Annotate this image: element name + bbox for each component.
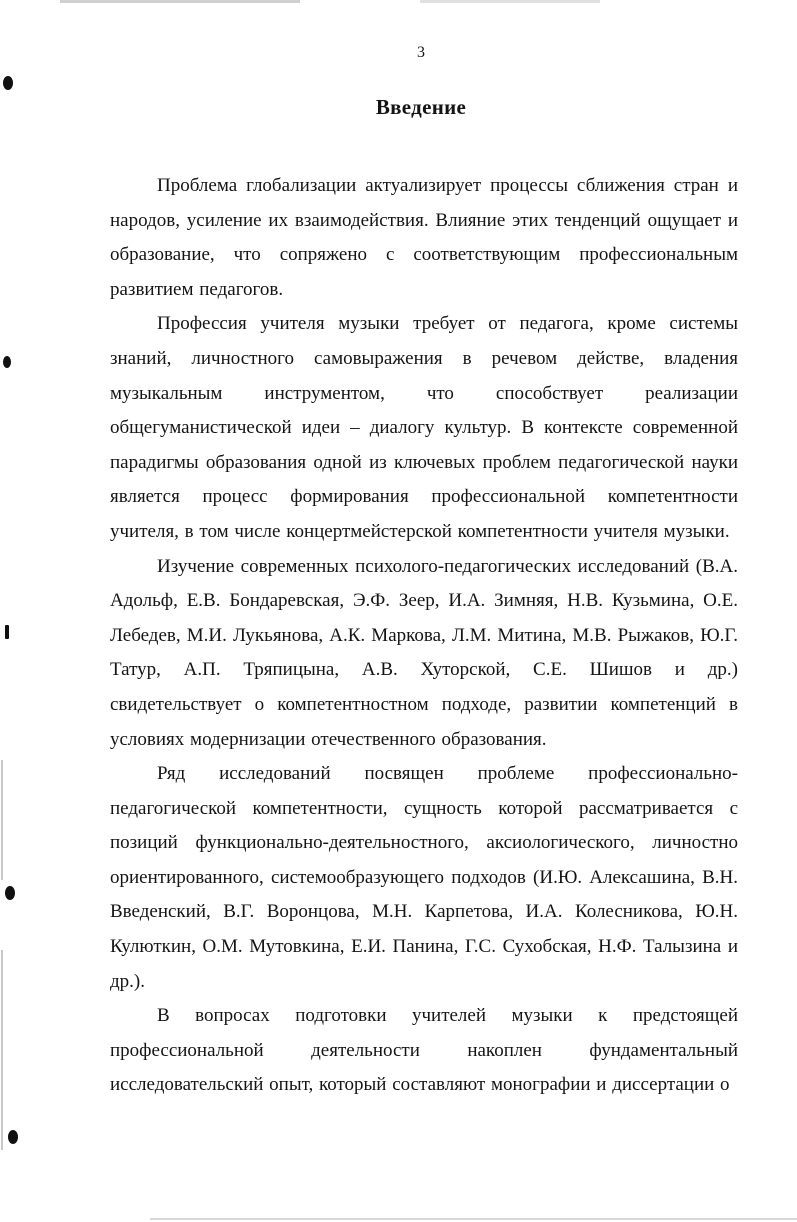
binding-hole-mark: [3, 76, 13, 90]
page-title: Введение: [375, 95, 467, 119]
scan-edge-top: [0, 0, 797, 3]
paragraph: В вопросах подготовки учителей музыки к предстоящей профессиональной деятельности накоплен фундаментальный исследовательский опыт, который составляют монографии и диссертации о: [110, 1005, 738, 1096]
page-number: 3: [417, 44, 425, 61]
scan-margin-mark: [1, 760, 3, 880]
binding-hole-mark: [3, 356, 11, 368]
body-text: [110, 169, 738, 1103]
binding-hole-mark: [5, 625, 9, 639]
paragraph: Изучение современных психолого-педагогических исследований (В.А. Адольф, Е.В. Бондаревская, Э.Ф. Зеер, И.А. Зимняя, Н.В. Кузьмина, О.Е. Лебедев, М.И. Лукьянова, А.К. Маркова, Л.М. Митина, М.В. Рыжаков, Ю.Г. Татур, А.П. Тряпицына, А.В. Хуторской, С.Е. Шишов и др.) свидетельствует о компетентностном подходе, развитии компетенций в условиях модернизации отечественного образования.: [110, 555, 738, 750]
scan-edge-bottom: [150, 1218, 797, 1220]
paragraph: Проблема глобализации актуализирует процессы сближения стран и народов, усиление их взаимодействия. Влияние этих тенденций ощущает и образование, что сопряжено с соответствующим профессиональным развитием педагогов.: [110, 175, 738, 300]
binding-hole-mark: [8, 1130, 18, 1144]
paragraph: Профессия учителя музыки требует от педагога, кроме системы знаний, личностного самовыражения в речевом действе, владения музыкальным инструментом, что способствует реализации общегуманистической идеи – диалогу культур. В контексте современной парадигмы образования одной из ключевых проблем педагогической науки является процесс формирования профессиональной компетентности учителя, в том числе концертмейстерской компетентности учителя музыки.: [110, 313, 738, 542]
binding-hole-mark: [5, 886, 15, 900]
paragraph: Ряд исследований посвящен проблеме профессионально-педагогической компетентности, сущность которой рассматривается с позиций функционально-деятельностного, аксиологического, личностно ориентированного, системообразующего подходов (И.Ю. Алексашина, В.Н. Введенский, В.Г. Воронцова, М.Н. Карпетова, И.А. Колесникова, Ю.Н. Кулюткин, О.М. Мутовкина, Е.И. Панина, Г.С. Сухобская, Н.Ф. Талызина и др.).: [110, 763, 738, 992]
scan-margin-mark: [1, 950, 3, 1150]
